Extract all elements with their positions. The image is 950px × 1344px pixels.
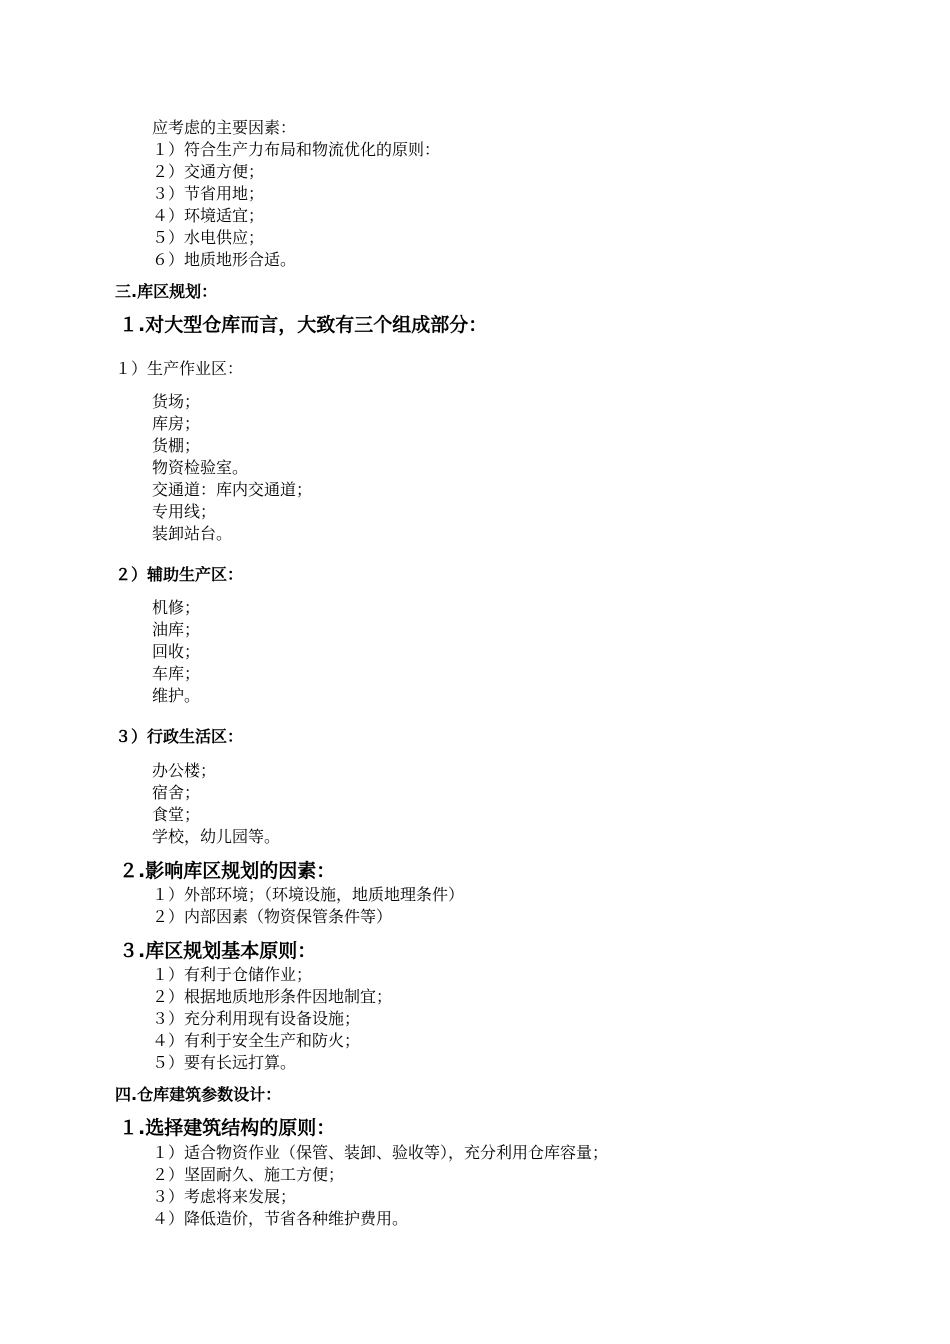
list-item: 回收； (152, 642, 201, 661)
subsection-heading: １.选择建筑结构的原则： (119, 1117, 336, 1139)
factor-item: ６）地质地形合适。 (152, 250, 297, 269)
list-item: 宿舍； (152, 783, 201, 802)
list-item: 交通道：库内交通道； (152, 480, 313, 499)
group-heading: ２）辅助生产区： (115, 565, 244, 584)
list-item: ２）根据地质地形条件因地制宜； (152, 987, 393, 1006)
section-heading: 三.库区规划： (115, 282, 218, 301)
factor-item: ４）环境适宜； (152, 206, 265, 225)
list-item: １）适合物资作业（保管、装卸、验收等），充分利用仓库容量； (152, 1143, 609, 1162)
list-item: 机修； (152, 598, 201, 617)
list-item: １）外部环境；（环境设施，地质地理条件） (152, 885, 465, 904)
section-heading: 四.仓库建筑参数设计： (115, 1085, 282, 1104)
list-item: 办公楼； (152, 761, 217, 780)
subsection-heading: ２.影响库区规划的因素： (119, 860, 336, 882)
intro-text: 应考虑的主要因素： (152, 118, 297, 137)
list-item: ３）考虑将来发展； (152, 1187, 297, 1206)
list-item: 货棚； (152, 436, 201, 455)
list-item: 物资检验室。 (152, 458, 249, 477)
group-heading: ３）行政生活区： (115, 727, 244, 746)
list-item: 货场； (152, 392, 201, 411)
list-item: ２）内部因素（物资保管条件等） (152, 907, 393, 926)
factor-item: １）符合生产力布局和物流优化的原则： (152, 140, 441, 159)
list-item: 维护。 (152, 686, 201, 705)
subsection-heading: １.对大型仓库而言，大致有三个组成部分： (119, 314, 488, 336)
list-item: 车库； (152, 664, 201, 683)
list-item: ３）充分利用现有设备设施； (152, 1009, 361, 1028)
factor-item: ３）节省用地； (152, 184, 265, 203)
list-item: 专用线； (152, 502, 217, 521)
list-item: 食堂； (152, 805, 201, 824)
group-heading: １）生产作业区： (115, 359, 244, 378)
list-item: 库房； (152, 414, 201, 433)
list-item: １）有利于仓储作业； (152, 965, 313, 984)
list-item: ４）有利于安全生产和防火； (152, 1031, 361, 1050)
list-item: 装卸站台。 (152, 524, 233, 543)
subsection-heading: ３.库区规划基本原则： (119, 940, 317, 962)
list-item: ２）坚固耐久、施工方便； (152, 1165, 345, 1184)
list-item: 学校，幼儿园等。 (152, 827, 281, 846)
factor-item: ２）交通方便； (152, 162, 265, 181)
factor-item: ５）水电供应； (152, 228, 265, 247)
list-item: ５）要有长远打算。 (152, 1053, 297, 1072)
list-item: ４）降低造价，节省各种维护费用。 (152, 1209, 409, 1228)
list-item: 油库； (152, 620, 201, 639)
